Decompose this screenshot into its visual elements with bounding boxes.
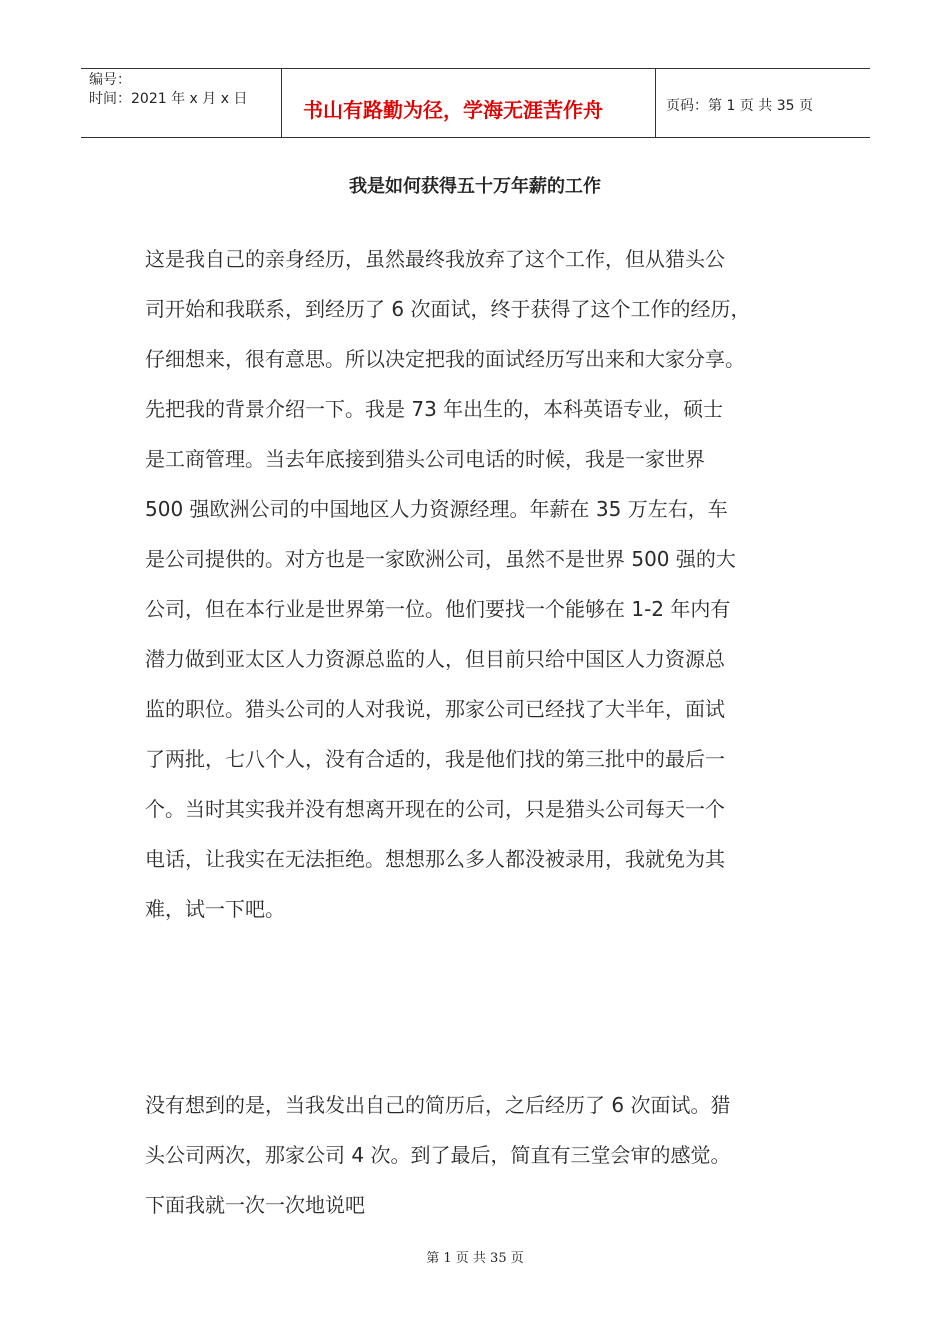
- text-line: 是工商管理。当去年底接到猎头公司电话的时候，我是一家世界: [145, 447, 705, 471]
- text-line: 下面我就一次一次地说吧: [145, 1193, 365, 1217]
- header-table: [81, 68, 870, 138]
- text-line: 个。当时其实我并没有想离开现在的公司，只是猎头公司每天一个: [145, 797, 725, 821]
- text-line: 先把我的背景介绍一下。我是 73 年出生的，本科英语专业，硕士: [145, 397, 724, 421]
- text-line: 司开始和我联系，到经历了 6 次面试，终于获得了这个工作的经历，: [145, 297, 751, 321]
- text-line: 公司，但在本行业是世界第一位。他们要找一个能够在 1-2 年内有: [145, 597, 731, 621]
- text-line: 没有想到的是，当我发出自己的简历后，之后经历了 6 次面试。猎: [145, 1093, 731, 1117]
- page-footer: 第 1 页 共 35 页: [426, 1251, 524, 1266]
- header-info-cell: [81, 69, 282, 137]
- motto: 书山有路勤为径，学海无涯苦作舟: [303, 98, 603, 122]
- paragraph-2: [145, 1080, 815, 1230]
- text-line: 是公司提供的。对方也是一家欧洲公司，虽然不是世界 500 强的大: [145, 547, 736, 571]
- text-line: 电话，让我实在无法拒绝。想想那么多人都没被录用，我就免为其: [145, 847, 725, 871]
- text-line: 500 强欧洲公司的中国地区人力资源经理。年薪在 35 万左右，车: [145, 497, 728, 521]
- text-line: 这是我自己的亲身经历，虽然最终我放弃了这个工作，但从猎头公: [145, 247, 725, 271]
- number-label: 编号：: [89, 72, 131, 88]
- text-line: 监的职位。猎头公司的人对我说，那家公司已经找了大半年，面试: [145, 697, 725, 721]
- paragraph-1: [145, 234, 815, 934]
- document-title: 我是如何获得五十万年薪的工作: [349, 176, 601, 197]
- text-line: 仔细想来，很有意思。所以决定把我的面试经历写出来和大家分享。: [145, 347, 745, 371]
- header-page-cell: [656, 69, 870, 137]
- time-label: 时间：2021 年 x 月 x 日: [89, 91, 248, 107]
- text-line: 难，试一下吧。: [145, 897, 285, 921]
- page-info: 页码：第 1 页 共 35 页: [666, 98, 813, 114]
- text-line: 头公司两次，那家公司 4 次。到了最后，简直有三堂会审的感觉。: [145, 1143, 731, 1167]
- text-line: 潜力做到亚太区人力资源总监的人，但目前只给中国区人力资源总: [145, 647, 725, 671]
- header-motto-cell: [281, 69, 656, 137]
- text-line: 了两批，七八个人，没有合适的，我是他们找的第三批中的最后一: [145, 747, 725, 771]
